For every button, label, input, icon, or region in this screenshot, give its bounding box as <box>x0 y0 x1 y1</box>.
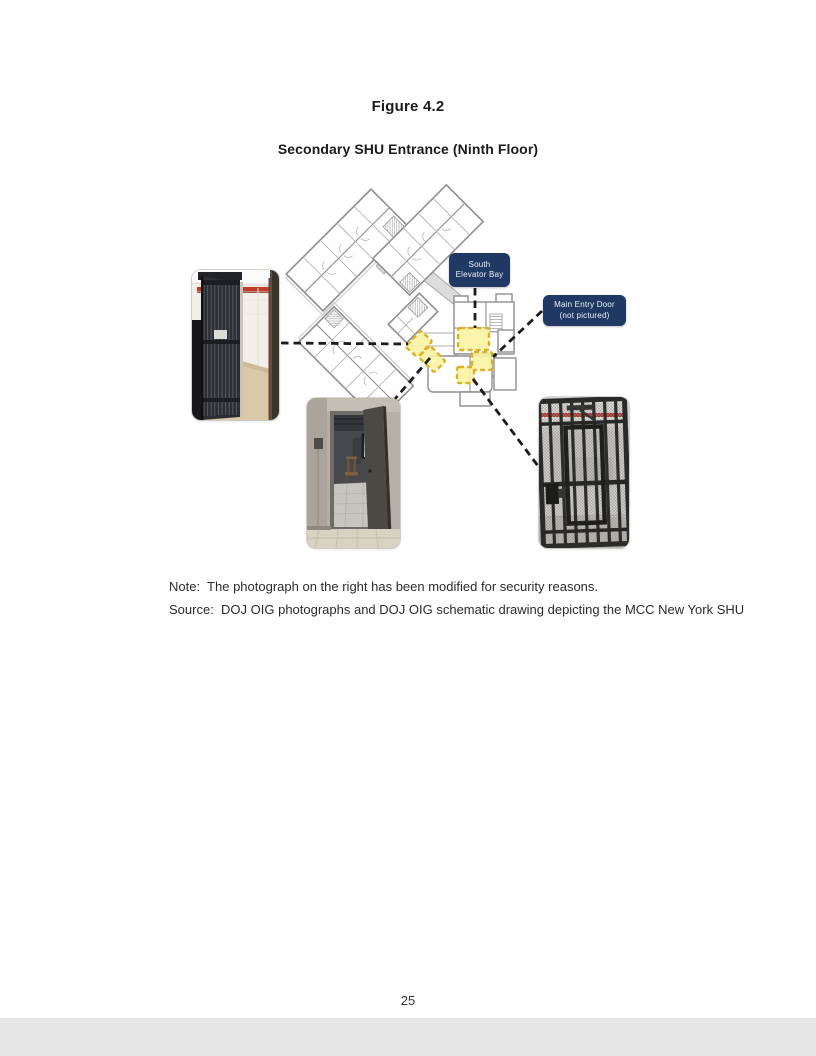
connector-right-photo <box>473 379 541 470</box>
highlight-mid-room <box>472 352 492 370</box>
callout-line: South <box>468 259 491 269</box>
metal-door-open-photo <box>307 398 400 548</box>
figure-title: Secondary SHU Entrance (Ninth Floor) <box>277 141 539 157</box>
connector-left-photo <box>281 343 408 344</box>
barred-door-open-photo <box>192 270 279 420</box>
callout-main-entry-door <box>543 295 626 326</box>
callout-line: Main Entry Door <box>554 300 615 309</box>
highlight-small-room <box>457 367 474 383</box>
callout-south-elevator-bay <box>449 253 510 287</box>
page-number: 25 <box>400 993 416 1008</box>
viewer-background-strip <box>0 1018 816 1056</box>
highlight-elevator-room <box>458 328 489 350</box>
figure-label: Figure 4.2 <box>371 98 445 115</box>
figure-note: Note: The photograph on the right has been modified for security reasons. <box>169 579 599 594</box>
figure-source: Source: DOJ OIG photographs and DOJ OIG schematic drawing depicting the MCC New York SHU <box>169 602 745 617</box>
callout-line: (not pictured) <box>559 310 610 320</box>
barred-gate-cage-photo <box>539 397 629 548</box>
callout-line: Elevator Bay <box>455 270 504 279</box>
